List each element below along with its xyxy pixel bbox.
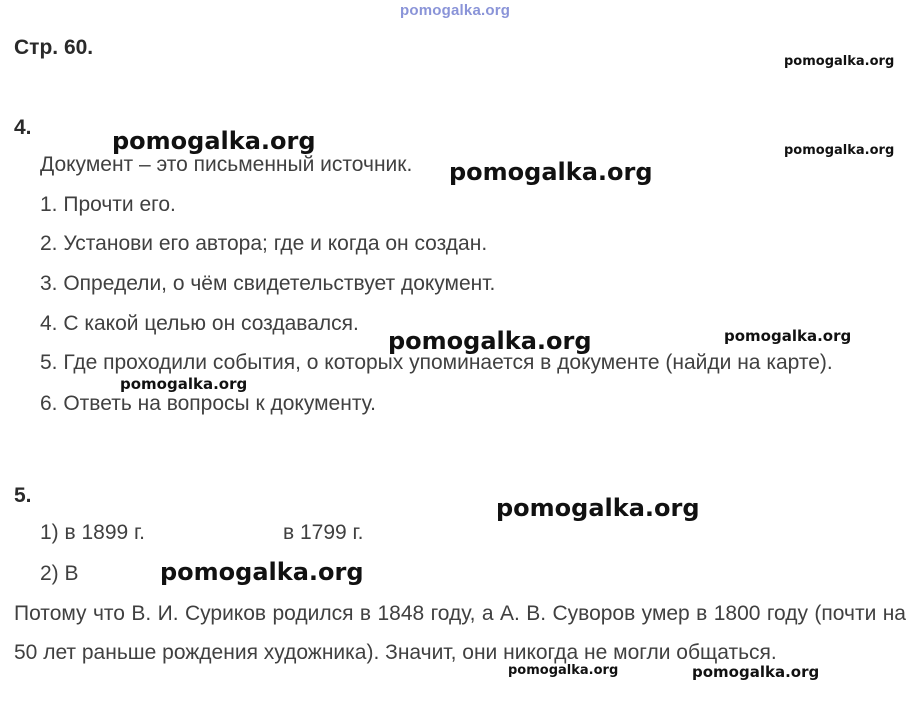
watermark: pomogalka.org	[784, 54, 895, 69]
watermark: pomogalka.org	[112, 127, 316, 155]
watermark: pomogalka.org	[160, 558, 364, 586]
answer-1-second: в 1799 г.	[283, 521, 364, 544]
watermark: pomogalka.org	[508, 663, 619, 678]
section-4-number: 4.	[14, 116, 32, 139]
watermark: pomogalka.org	[784, 143, 895, 158]
section-4-step: 4. С какой целью он создавался.	[40, 312, 359, 335]
section-4-intro: Документ – это письменный источник.	[40, 153, 413, 176]
page-label: Стр. 60.	[14, 36, 94, 59]
watermark: pomogalka.org	[388, 327, 592, 355]
site-watermark-top: pomogalka.org	[400, 2, 511, 19]
watermark: pomogalka.org	[692, 663, 820, 681]
watermark: pomogalka.org	[449, 158, 653, 186]
section-4-step: 3. Определи, о чём свидетельствует документ.	[40, 272, 496, 295]
section-4-step: 5. Где проходили события, о которых упоминается в документе (найди на карте).	[40, 351, 833, 374]
section-4-step: 1. Прочти его.	[40, 193, 176, 216]
answer-2: 2) В	[40, 562, 79, 585]
section-4-step: 6. Ответь на вопросы к документу.	[40, 392, 376, 415]
watermark: pomogalka.org	[724, 327, 852, 345]
section-4-step: 2. Установи его автора; где и когда он создан.	[40, 232, 488, 255]
section-5-number: 5.	[14, 484, 32, 507]
answer-1-first: 1) в 1899 г.	[40, 521, 145, 544]
watermark: pomogalka.org	[120, 375, 248, 393]
answer-explanation: Потому что В. И. Суриков родился в 1848 году, а А. В. Суворов умер в 1800 году (почти на 50 лет раньше рождения художника). Значит, они никогда не могли общаться.	[14, 602, 906, 664]
watermark: pomogalka.org	[496, 494, 700, 522]
